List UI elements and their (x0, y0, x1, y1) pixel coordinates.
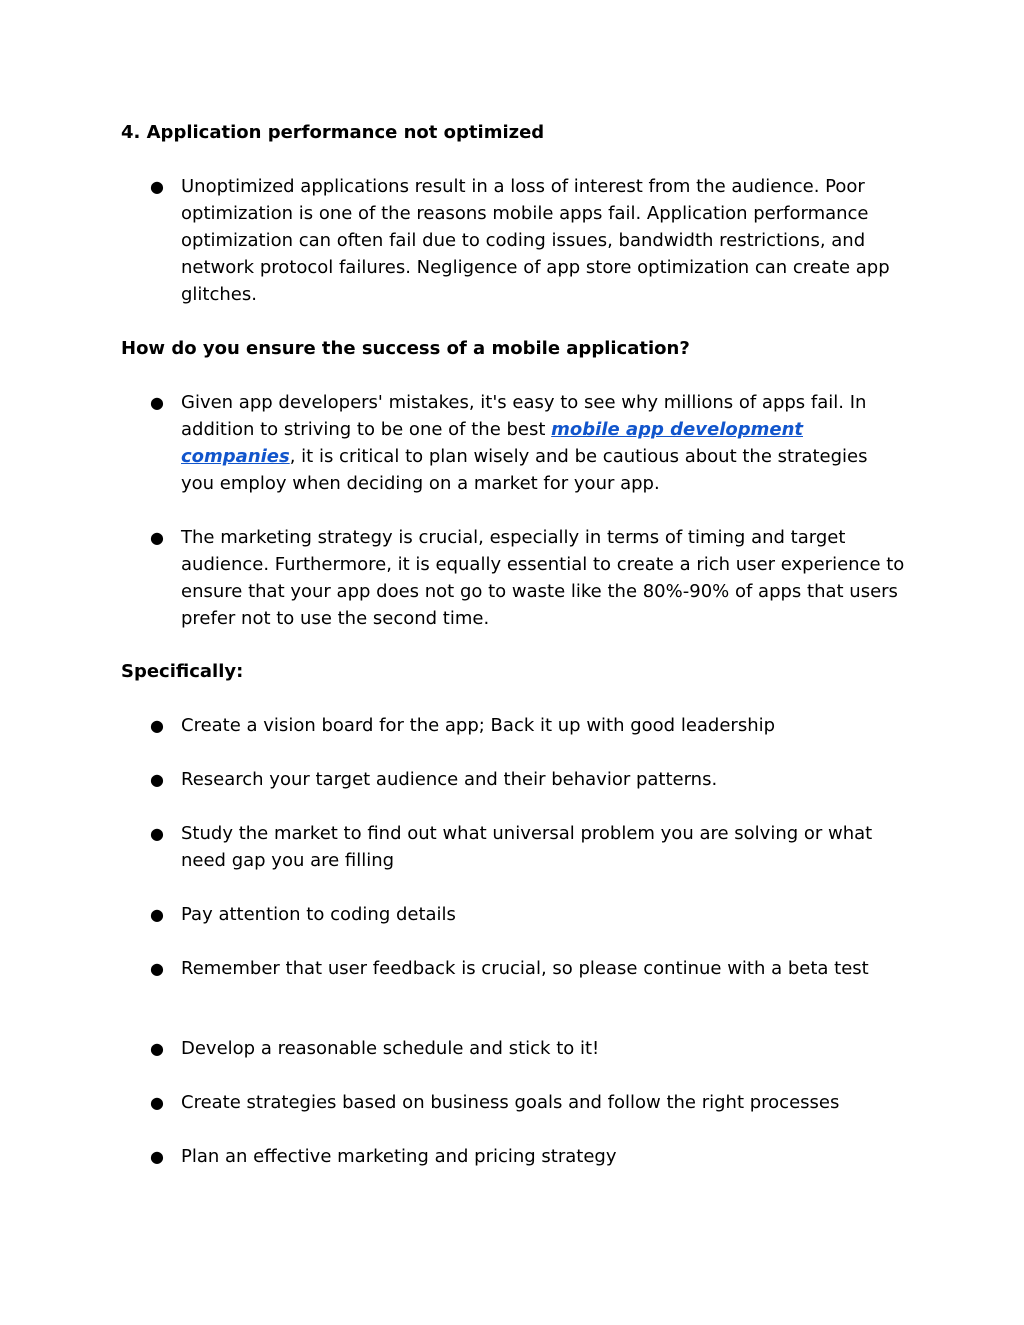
bullet-icon: ● (150, 905, 164, 924)
bullet-icon: ● (150, 1039, 164, 1058)
section-heading-specifically: Specifically: (121, 661, 244, 682)
bullet-icon: ● (150, 824, 164, 843)
bullet-icon: ● (150, 1093, 164, 1112)
list-item-text: Study the market to find out what universal problem you are solving or what need gap you are filling (181, 823, 873, 871)
list-item-text (181, 389, 906, 497)
bullet-icon: ● (150, 528, 164, 547)
list-item-text: Create strategies based on business goals and follow the right processes (181, 1092, 840, 1113)
bullet-icon: ● (150, 1147, 164, 1166)
list-item-text: Plan an effective marketing and pricing strategy (181, 1146, 617, 1167)
bullet-icon: ● (150, 959, 164, 978)
bullet-icon: ● (150, 770, 164, 789)
list-item-text: Create a vision board for the app; Back it up with good leadership (181, 715, 776, 736)
section-heading-success: How do you ensure the success of a mobile application? (121, 338, 690, 359)
list-item-text: Remember that user feedback is crucial, so please continue with a beta test (181, 958, 869, 979)
list-item-text-after-link: , it is critical to plan wisely and be cautious about the strategies you employ when deciding on a market for your app. (181, 446, 868, 494)
list-item-text: Pay attention to coding details (181, 904, 456, 925)
bullet-icon: ● (150, 177, 164, 196)
mobile-app-development-companies-link[interactable]: mobile app development companies (181, 419, 803, 467)
list-item-text: Research your target audience and their behavior patterns. (181, 769, 718, 790)
bullet-icon: ● (150, 393, 164, 412)
list-item-text: Develop a reasonable schedule and stick to it! (181, 1038, 600, 1059)
list-item-text: The marketing strategy is crucial, especially in terms of timing and target audience. Furthermore, it is equally essential to create a rich user experience to ensure that your app does not go to waste like the 80%-90% of apps that users prefer not to use the second time. (181, 527, 905, 629)
list-item-text-before-link: Given app developers' mistakes, it's easy to see why millions of apps fail. In addition to striving to be one of the best (181, 392, 867, 440)
list-item-text: Unoptimized applications result in a loss of interest from the audience. Poor optimization is one of the reasons mobile apps fail. Application performance optimization can often fail due to coding issues, bandwidth restrictions, and network protocol failures. Negligence of app store optimization can create app glitches. (181, 176, 890, 305)
section-heading-performance: 4. Application performance not optimized (121, 122, 545, 143)
bullet-icon: ● (150, 716, 164, 735)
